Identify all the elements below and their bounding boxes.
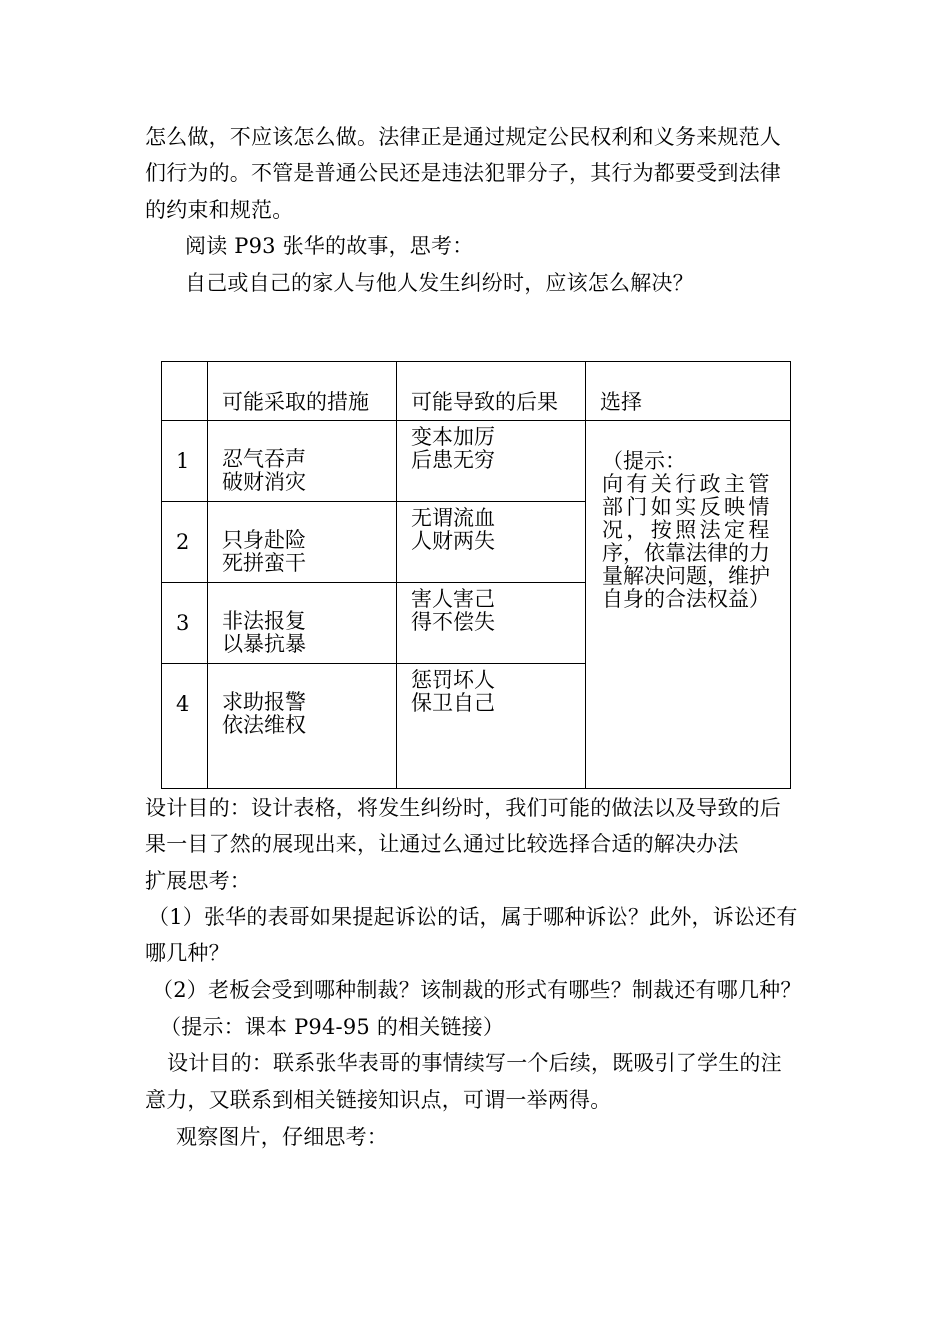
- hint-line: 序，依靠法律的力: [602, 541, 770, 565]
- consequence-text: 人财两失: [411, 529, 495, 553]
- hint-line: 部门如实反映情: [602, 495, 773, 519]
- hint-line: 自身的合法权益）: [602, 587, 770, 611]
- consequence-cell: [397, 421, 586, 502]
- row-number: 1: [176, 449, 190, 473]
- design-purpose-line: 设计目的：设计表格，将发生纠纷时，我们可能的做法以及导致的后: [145, 796, 781, 820]
- table-row: [162, 421, 791, 502]
- measure-text: 只身赴险: [222, 528, 306, 552]
- consequence-text: 后患无穷: [411, 448, 495, 472]
- consequence-text: 害人害己: [411, 587, 495, 611]
- row-number: 2: [176, 530, 190, 554]
- row-number-cell: [162, 583, 208, 664]
- hint-line: （提示：: [602, 449, 686, 473]
- consequence-text: 惩罚坏人: [411, 668, 495, 692]
- choice-hint: [602, 450, 780, 611]
- consequence-text: 无谓流血: [411, 506, 495, 530]
- consequence-cell: [397, 664, 586, 789]
- choice-cell: [586, 421, 791, 789]
- header-consequence: 可能导致的后果: [411, 390, 558, 414]
- measure-cell: [208, 664, 397, 789]
- question-2-hint: （提示：课本 P94-95 的相关链接）: [160, 1015, 505, 1039]
- header-cell-consequence: [397, 362, 586, 421]
- observe-prompt: 观察图片，仔细思考：: [176, 1125, 388, 1149]
- measure-text: 忍气吞声: [222, 447, 306, 471]
- question-2: （2）老板会受到哪种制裁？该制裁的形式有哪些？制裁还有哪几种？: [152, 978, 802, 1002]
- consequence-text: 变本加厉: [411, 425, 495, 449]
- paragraph-line: 们行为的。不管是普通公民还是违法犯罪分子，其行为都要受到法律: [145, 161, 781, 185]
- design-purpose-line: 果一目了然的展现出来，让通过么通过比较选择合适的解决办法: [145, 832, 739, 856]
- row-number-cell: [162, 664, 208, 789]
- row-number: 4: [176, 692, 190, 716]
- hint-line: 况，按照法定程: [602, 518, 773, 542]
- consequence-text: 保卫自己: [411, 691, 495, 715]
- design-purpose-2-line: 意力，又联系到相关链接知识点，可谓一举两得。: [145, 1088, 612, 1112]
- header-measure: 可能采取的措施: [222, 390, 369, 414]
- measure-cell: [208, 421, 397, 502]
- measure-text: 破财消灾: [222, 470, 306, 494]
- question-1-line: （1）张华的表哥如果提起诉讼的话，属于哪种诉讼？此外，诉讼还有: [148, 905, 798, 929]
- question: 自己或自己的家人与他人发生纠纷时，应该怎么解决？: [185, 271, 694, 295]
- header-choice: 选择: [600, 390, 642, 414]
- table-header-row: [162, 362, 791, 421]
- measure-text: 以暴抗暴: [222, 632, 306, 656]
- consequence-text: 得不偿失: [411, 610, 495, 634]
- header-cell-empty: [162, 362, 208, 421]
- paragraph-line: 的约束和规范。: [145, 198, 294, 222]
- design-purpose-2-line: 设计目的：联系张华表哥的事情续写一个后续，既吸引了学生的注: [167, 1051, 782, 1075]
- reading-prompt: 阅读 P93 张华的故事，思考：: [185, 234, 474, 258]
- dispute-resolution-table: [161, 361, 791, 789]
- consequence-cell: [397, 502, 586, 583]
- paragraph-line: 怎么做，不应该怎么做。法律正是通过规定公民权利和义务来规范人: [145, 125, 781, 149]
- header-cell-measure: [208, 362, 397, 421]
- row-number: 3: [176, 611, 190, 635]
- extended-thinking-heading: 扩展思考：: [145, 869, 251, 893]
- hint-line: 向有关行政主管: [602, 472, 773, 496]
- measure-cell: [208, 583, 397, 664]
- measure-text: 求助报警: [222, 690, 306, 714]
- hint-line: 量解决问题，维护: [602, 564, 770, 588]
- question-1-line: 哪几种？: [145, 941, 230, 965]
- row-number-cell: [162, 421, 208, 502]
- measure-cell: [208, 502, 397, 583]
- header-cell-choice: [586, 362, 791, 421]
- measure-text: 非法报复: [222, 609, 306, 633]
- row-number-cell: [162, 502, 208, 583]
- measure-text: 死拼蛮干: [222, 551, 306, 575]
- measure-text: 依法维权: [222, 713, 306, 737]
- consequence-cell: [397, 583, 586, 664]
